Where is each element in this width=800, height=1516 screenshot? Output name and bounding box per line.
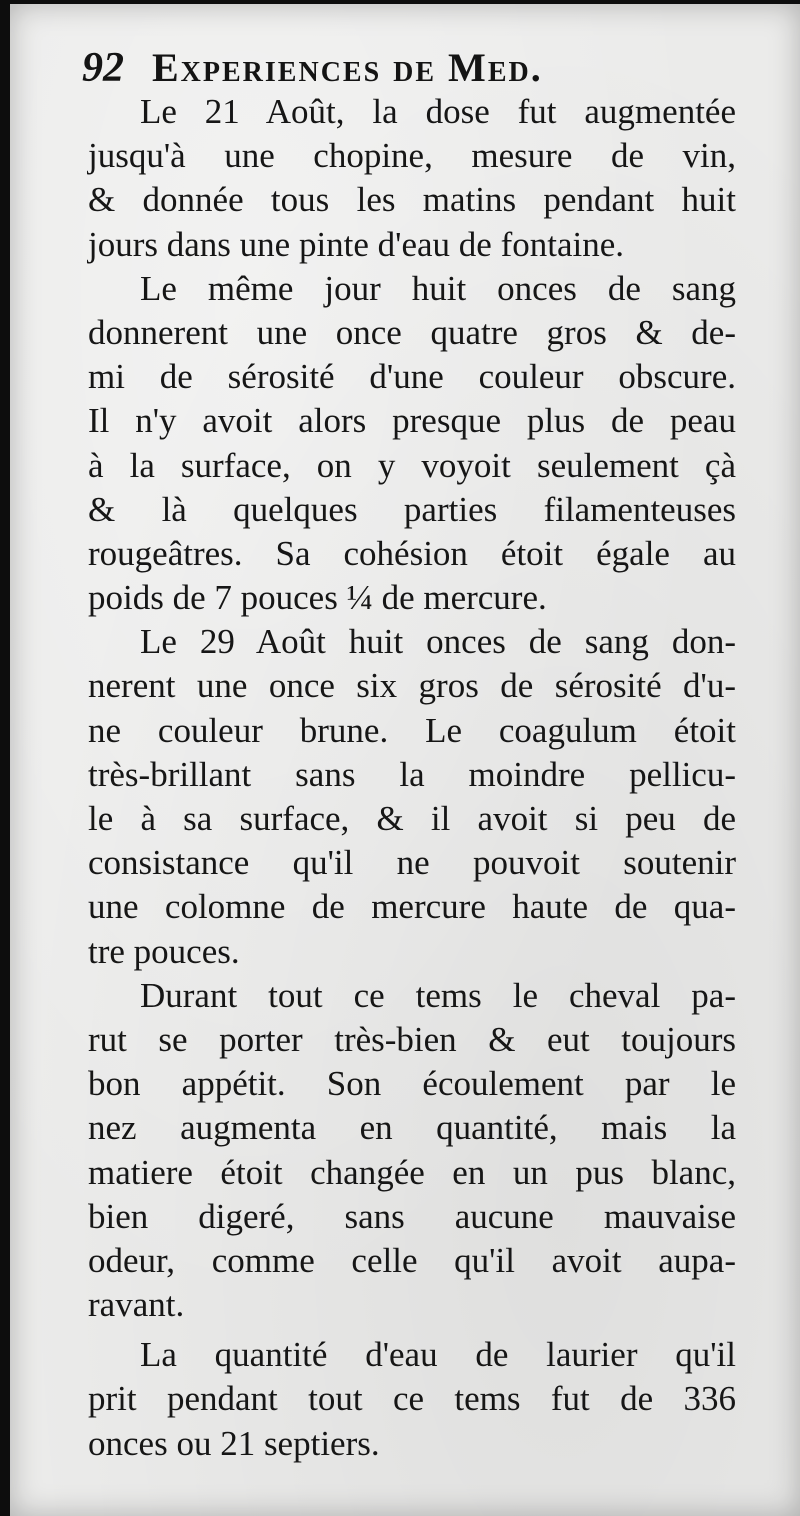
paragraph (88, 90, 736, 267)
text-line: Le 29 Août huit onces de sang don- (140, 622, 736, 662)
text-line: rougeâtres. Sa cohésion étoit égale au (88, 533, 736, 573)
text-line: La quantité d'eau de laurier qu'il (140, 1335, 736, 1375)
text-line: tre pouces. (88, 931, 240, 971)
text-line: bon appétit. Son écoulement par le (88, 1064, 736, 1104)
text-line: le à sa surface, & il avoit si peu de (88, 799, 736, 838)
text-line: Durant tout ce tems le cheval pa- (140, 975, 736, 1015)
text-line: nerent une once six gros de sérosité d'u- (88, 666, 736, 706)
paragraph (88, 1333, 736, 1466)
text-line: rut se porter très-bien & eut toujours (88, 1019, 736, 1059)
text-line: & donnée tous les matins pendant huit (88, 180, 736, 220)
text-line: Le même jour huit onces de sang (140, 268, 736, 308)
text-line: bien digeré, sans aucune mauvaise (88, 1196, 736, 1236)
text-line: jours dans une pinte d'eau de fontaine. (88, 224, 625, 264)
text-line: odeur, comme celle qu'il avoit aupa- (88, 1240, 736, 1280)
text-line: matiere étoit changée en un pus blanc, (88, 1152, 736, 1192)
running-title: Experiences de Med. (152, 45, 543, 90)
paragraph (88, 620, 736, 974)
paragraph (88, 974, 736, 1328)
body-text (88, 90, 736, 1466)
paragraph (88, 267, 736, 621)
text-line: consistance qu'il ne pouvoit soutenir (88, 843, 736, 883)
text-line: mi de sérosité d'une couleur obscure. (88, 357, 736, 397)
text-line: ravant. (88, 1285, 185, 1325)
text-line: à la surface, on y voyoit seulement çà (88, 445, 736, 485)
text-line: une colomne de mercure haute de qua- (88, 887, 736, 927)
text-line: poids de 7 pouces ¼ de mercure. (88, 578, 547, 618)
text-line: & là quelques parties filamenteuses (88, 489, 736, 529)
text-line: Le 21 Août, la dose fut augmentée (140, 92, 736, 131)
text-line: nez augmenta en quantité, mais la (88, 1108, 736, 1148)
text-line: prit pendant tout ce tems fut de 336 (88, 1379, 736, 1419)
text-line: très-brillant sans la moindre pellicu- (88, 754, 736, 794)
text-line: Il n'y avoit alors presque plus de peau (88, 401, 736, 441)
page-number: 92 (82, 45, 124, 91)
text-line: donnerent une once quatre gros & de- (88, 312, 736, 352)
text-line: ne couleur brune. Le coagulum étoit (88, 710, 736, 750)
page-header (82, 44, 543, 92)
text-line: jusqu'à une chopine, mesure de vin, (88, 136, 736, 176)
text-line: onces ou 21 septiers. (88, 1423, 380, 1463)
book-page (10, 4, 800, 1516)
